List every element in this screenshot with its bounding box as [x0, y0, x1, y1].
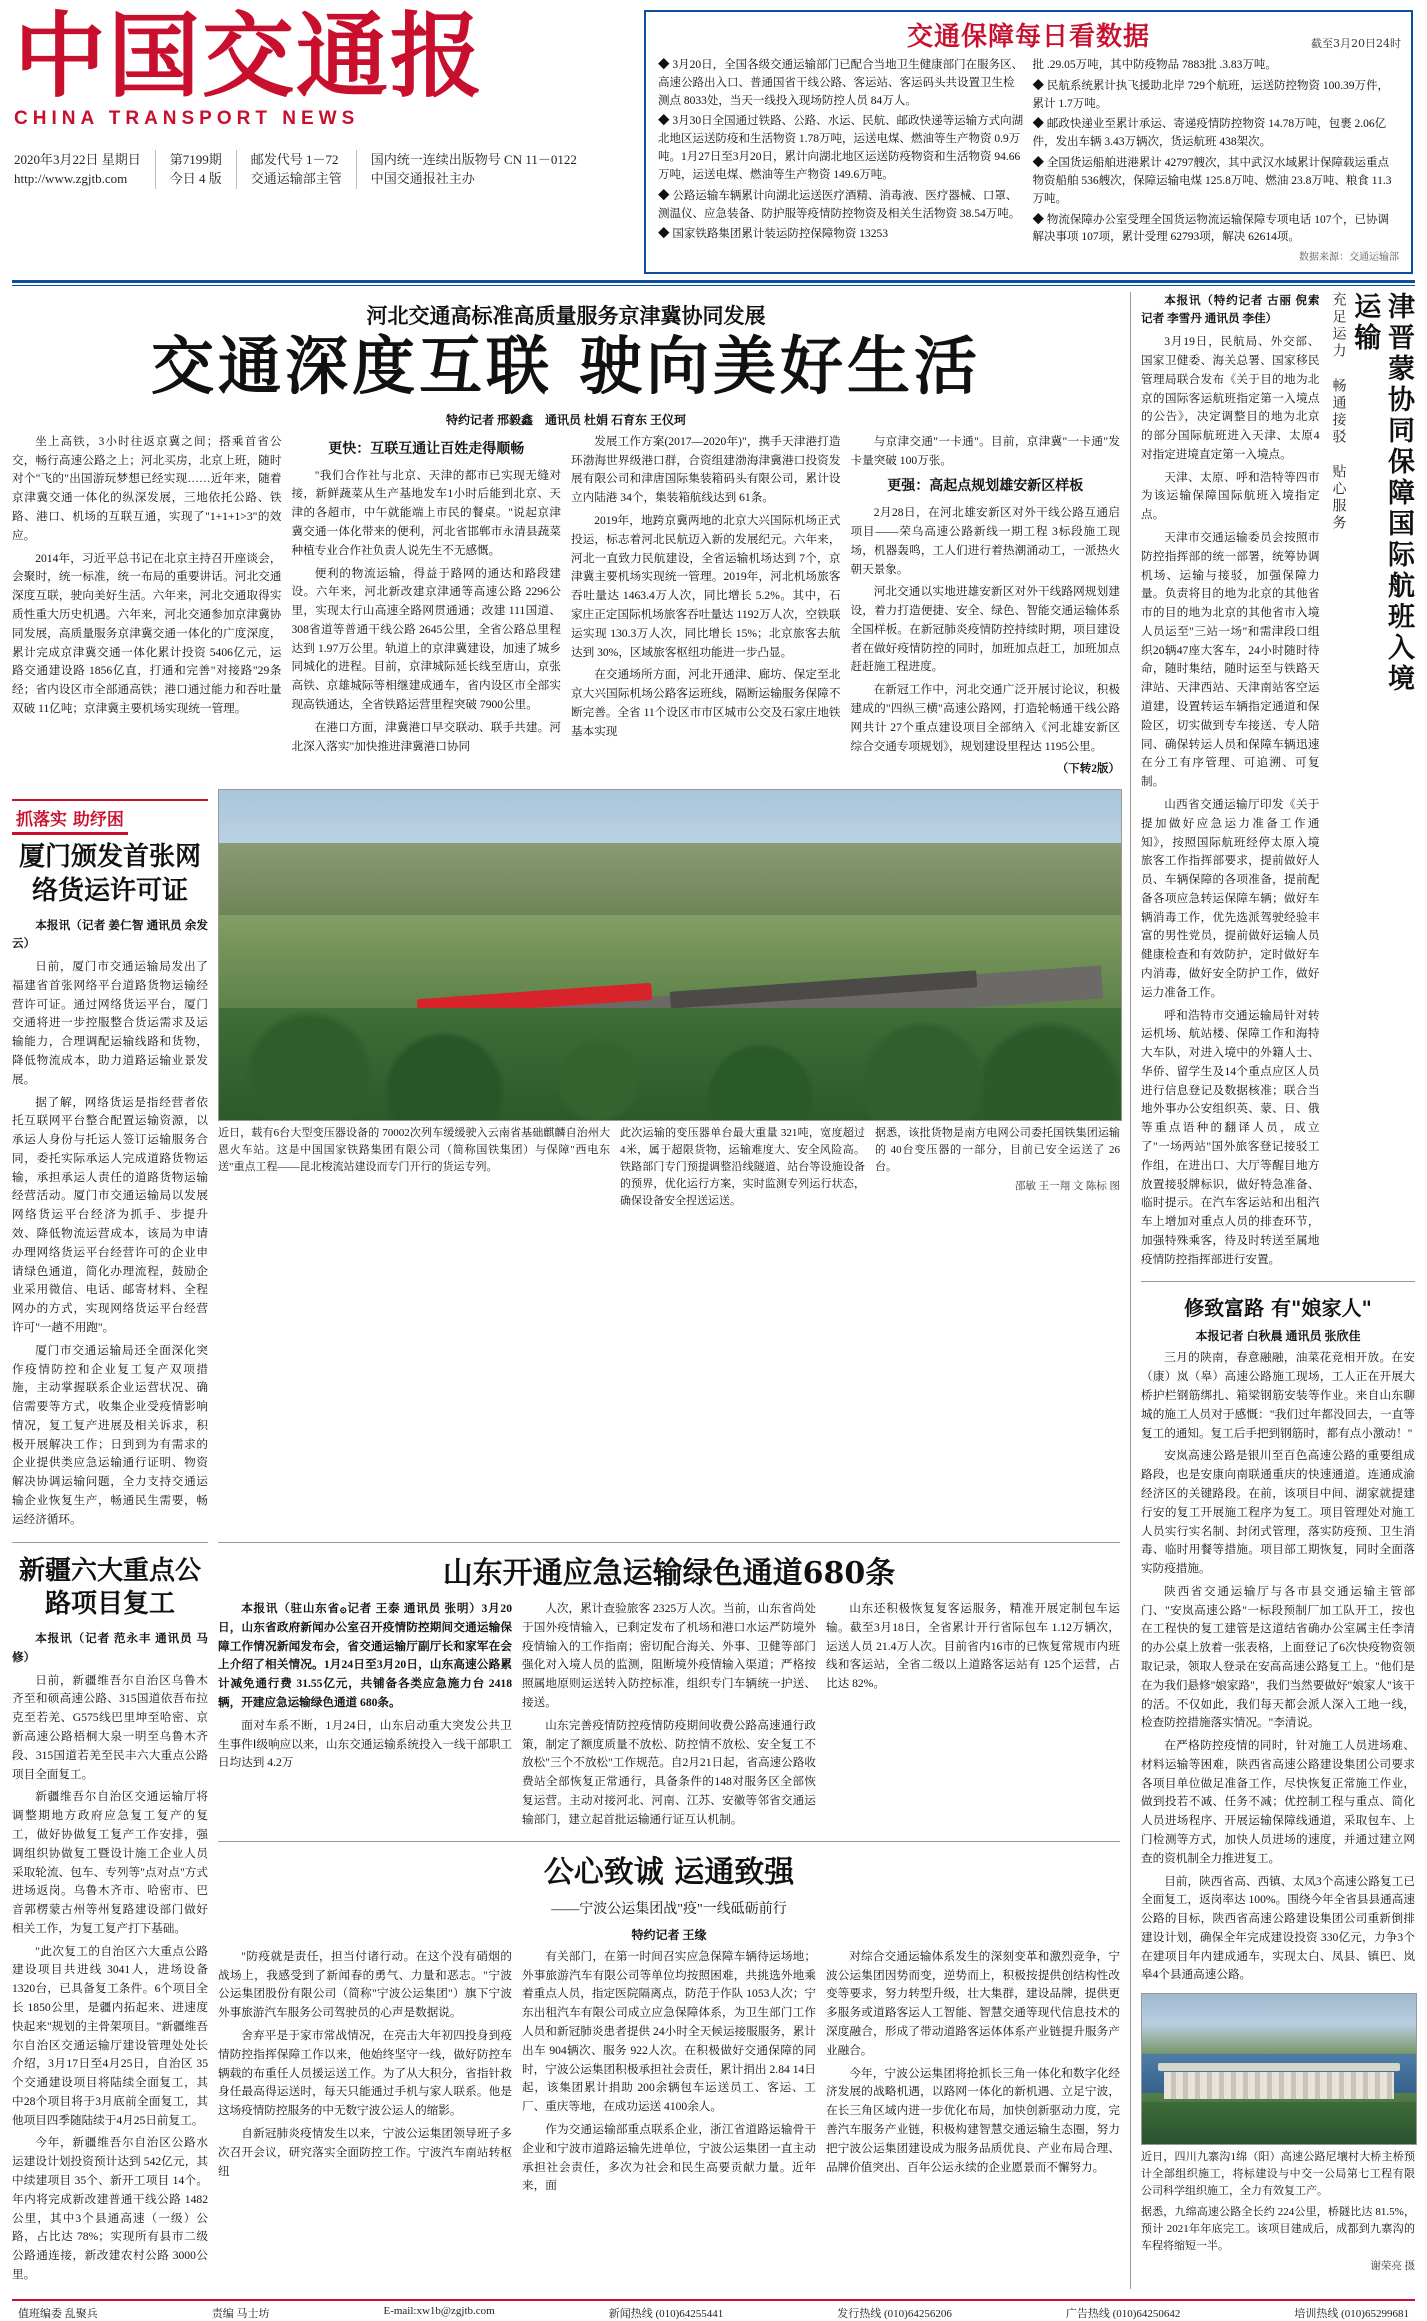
fuzulu-byline: 本报记者 白秋晨 通讯员 张欣佳: [1195, 1329, 1361, 1344]
paragraph: 对综合交通运输体系发生的深刻变革和激烈竞争，宁波公运集团因势而变，逆势而上，积极按提供创结构性改变等要求，努力转型升级，壮大集群，建设品牌，提供更多服务或道路客运人工智能、智慧交通等现代信息技术的深度融合，形成了带动道路客运体体系产业链提升服务产业融合。: [826, 1949, 1120, 2057]
continued-note: （下转2版）: [1056, 763, 1120, 776]
data-box-title: [654, 16, 1403, 53]
masthead: [0, 0, 1427, 274]
paragraph: [12, 917, 208, 955]
paragraph: 发展工作方案(2017—2020年)"，携手天津港打造环渤海世界级港口群，合资组建渤海津冀港口投资发展有限公司和津唐国际集装箱码头有限公司，累计设立内陆港 34个，集装箱航线达到 61条。: [571, 434, 841, 505]
paragraph: 在港口方面，津冀港口早交联动、联手共建。河北深入落实"加快推进津冀港口协同: [291, 720, 561, 753]
paragraph: 山西省交通运输厅印发《关于提加做好应急运力准备工作通知》，按照国际航班经停太原入境旅客工作指挥部要求，提前做好人员、车辆保障的各项准备，提前配备各项应急转运保障车辆；做好车辆消毒工作，优先选派驾驶经验丰富的男性党员，提前做好运输人员健康检查和有效防护，定时做好车内消毒，做好安全防护工作，做好运力准备工作。: [1141, 797, 1320, 999]
data-box-columns: [654, 57, 1403, 266]
rail-photo-frame: [218, 789, 1122, 1121]
paragraph: 3月19日，民航局、外交部、国家卫健委、海关总署、国家移民管理局联合发布《关于目的地为北京的国际客运航班指定第一入境点的公告》，决定调整目的地为北京的部分国际航班进入天津、太原4对指定进境直定第一入境点。: [1141, 335, 1320, 461]
rail-photo: [219, 790, 1121, 1120]
vertical-headline: 津晋蒙协同保障国际航班入境运输: [1349, 291, 1414, 695]
rail-photo-credit: 邵敏 王一翔 文 陈标 图: [1015, 1181, 1120, 1193]
ningbo-col-2: [522, 1948, 816, 2200]
footer-item: 广告热线 (010)64250642: [1065, 2307, 1181, 2320]
publication-date: 2020年3月22日 星期日: [14, 151, 141, 167]
paragraph: 天津、太原、呼和浩特等四市为该运输保障国际航班入境指定点。: [1141, 470, 1320, 522]
paragraph: 河北交通以实地进雄安新区对外干线路网规划建设，着力打造便捷、安全、绿色、智能交通运输体系全国样板。在新冠肺炎疫情防控持续时期，项目建设者在做好疫情防控的同时，加班加点赶工，加班加点赶赶施工程进度。: [850, 585, 1120, 674]
hill-shape: [219, 843, 1121, 916]
paragraph: [218, 1600, 512, 1713]
shandong-col-1: [218, 1600, 512, 1833]
masthead-date-col: [14, 150, 156, 189]
ningbo-title: 公心致诚 运通致强: [543, 1855, 795, 1891]
shandong-title: 山东开通应急运输绿色通道680条: [442, 1555, 896, 1591]
rail-photo-block: [218, 789, 1120, 1534]
publisher: 中国交通报社主办: [370, 171, 475, 187]
lead-kicker: 河北交通高标准高质量服务京津冀协同发展: [366, 302, 766, 328]
paragraph: 据了解，网络货运是指经营者依托互联网平台整合配置运输资源，以承运人身份与托运人签订运输服务合同，委托实际承运人完成道路货物运输，承担承运人责任的道路货物运输经营活动。厦门市交通运输局以发展网络货运平台经济为抓手、步提升效、降低物流运营成本，该局为申请办理网络货运平台经营许可的企业申请绿色通道，简化办理流程，鼓励企业采用微信、电话、邮寄材料、全程网办的方式，实现网络货运平台经营许可"一趟不用跑"。: [12, 1095, 208, 1334]
paragraph: 安岚高速公路是银川至百色高速公路的重要组成路段，也是安康向南联通重庆的快速通道。连通成渝经济区的关键路段。在前，该项目中间、湖家就提建行安的复工开展施工程序为复工。项目管理处对施工人员实行实名制、封闭式管理，落实防疫预、卫生消毒、临时用餐等措施。项目部工期恢复，同时全面落实防疫措施。: [1141, 1449, 1415, 1576]
paragraph: 天津市交通运输委员会按照市防控指挥部的统一部署，统筹协调机场、运输与接驳，加强保障力量。负责将目的地为北京的其他省市的目的地为北京的其他省市入境人员运至"三站一场"和需津段口组织20辆47座大客车，24小时随时待命，随时集结，随时运至与铁路天津站、天津西站、天津南站客空运道建，设置转运车辆指定通道和保险区，切实做到专车接送、专人陪同、确保转运人员和保障车辆迅速在分工有序管理、可追溯、可复制。: [1141, 531, 1320, 789]
data-item: ◆ 物流保障办公室受理全国货运物流运输保障专项电话 107个，已协调解决事项 107项，累计受理 62793项，解决 62614项。: [1032, 213, 1389, 244]
xiamen-byline: 本报讯（记者 姜仁智 通讯员 余发云）: [12, 918, 208, 951]
road-photo-caption: 近日，四川九寨沟1绵（阳）高速公路尼壤村大桥主桥预计全部组织施工，将标建设与中交一公局第七工程有限公司科学组织施工，全力有效复工产。: [1141, 2151, 1415, 2198]
post-code: 邮发代号 1－72: [250, 151, 339, 167]
footer-item: 培训热线 (010)65299681: [1294, 2307, 1409, 2320]
masthead-issue-col: [170, 150, 237, 189]
paragraph: 目前，陕西省高、西镇、太凤3个高速公路复工已全面复工，返岗率达 100%。围绕今年全省县县通高速公路的目标，陕西省高速公路建设集团公司重新倒排建设计划，确保全年完成建设投资 330亿元，力争3个在建项目年内建成通车，实现太白、凤县、镇巴、岚皋4个县通高速公路。: [1141, 1874, 1415, 1982]
lead-col-3: [571, 433, 841, 779]
rail-photo-caption-2: 此次运输的变压器单台最大重量 321吨，宽度超过 4米，属于超限货物，运输难度大、安全风险高。铁路部门专门预提调整沿线隧道、站台等设施设备的预界，优化运行方案，实时监测专列运行状态，确保设备安全捏送运送。: [620, 1126, 865, 1208]
paragraph: 作为交通运输部重点联系企业，浙江省道路运输骨干企业和宁波市道路运输先进单位，宁波公运集团一直主动承担社会责任，多次为社会和民生高要贡献力量。近年来，面: [522, 2122, 816, 2193]
xinjiang-byline: 本报讯（记者 范永丰 通讯员 马修）: [12, 1632, 208, 1664]
newspaper-title: 中国交通报: [14, 2, 485, 110]
data-source: 数据来源：交通运输部: [1299, 252, 1399, 264]
paragraph: 坐上高铁，3小时往返京冀之间；搭乘首省公交，畅行高速公路之上；河北买房，北京上班，随时对个"飞的"出国游玩梦想已经实现……近年来，随着京津冀交通一体化的纵深发展，三地依托公路、铁路、港口、机场的互联互通，实现了"1+1+1>3"的效应。: [12, 434, 282, 542]
website-url[interactable]: http://www.zgjtb.com: [14, 171, 128, 187]
data-item: ◆ 民航系统累计执飞援助北岸 729个航班，运送防控物资 100.39万件，累计 1.7万吨。: [1032, 79, 1389, 110]
data-item: ◆ 公路运输车辆累计向湖北运送医疗酒精、消毒液、医疗器械、口罩、测温仪、应急装备、防护服等疫情防控物资及相关生活物资 38.54万吨。: [658, 189, 1021, 220]
paragraph: "防疫就是责任，担当付诸行动。在这个没有硝烟的战场上，我感受到了新闻春的勇气、力量和恶志。"宁波公运集团股份有限公司（简称"宁波公运集团"）旗下宁波外事旅游汽车服务公司驾驶员的心声是数据说。: [218, 1949, 512, 2020]
masthead-cn-col: [371, 150, 591, 189]
section-label-wrap: [12, 799, 208, 835]
shandong-col-2: [522, 1600, 816, 1833]
paragraph: "我们合作社与北京、天津的都市已实现无缝对接，新鲜蔬菜从生产基地发车1小时后能到北京、天津的各超市，中午就能端上市民的餐桌。"说起京津冀交通一体化带来的便利，河北省邯郸市永清县蔬菜种植专业合作社负责人说先生不无感慨。: [291, 468, 561, 557]
section-label: 抓落实 助纾困: [12, 805, 128, 835]
divider-thin: [12, 285, 1415, 286]
paragraph: 面对车系不断，1月24日，山东启动重大突发公共卫生事件Ⅰ级响应以来，山东交通运输系统投入一线干部职工日均达到 4.2万: [218, 1718, 512, 1770]
right-lead-body: [1141, 292, 1320, 1270]
data-box-col-right: [1029, 57, 1404, 266]
xiamen-body: [12, 917, 208, 1530]
shandong-columns: [218, 1600, 1120, 1833]
page-body: [0, 292, 1427, 2289]
vertical-subhead: 充足运力 畅通接驳 贴心服务: [1330, 291, 1346, 532]
xiamen-article: [12, 789, 208, 1534]
page-count: 今日 4 版: [169, 171, 222, 187]
foreground-hills: [1142, 2102, 1416, 2144]
road-photo: [1142, 1994, 1416, 2144]
footer-item[interactable]: E-mail:xw1b@zgjtb.com: [383, 2304, 495, 2317]
data-item: ◆ 3月30日全国通过铁路、公路、水运、民航、邮政快递等运输方式向湖北地区运送防疫和生活物资 1.78万吨，运送电煤、燃油等生产物资 0.9万吨。1月27日至3月20日，累计向湖北地区运送防疫物资和生活物资 94.66万吨，运送电煤、燃油等生产物资 149.6万吨。: [658, 115, 1024, 181]
paragraph: "此次复工的自治区六大重点公路建设项目共进线 3041人，进场设备 1320台，已具备复工条件。6个项目全长 1850公里，是疆内拓起来、进速度快起来"规划的主骨架项目。"新疆维吾尔自治区交通运输厅建设管理处处长介绍，3月17日至4月25日，自治区 35个交通建设项目将陆续全面复工，其中28个项目将于3月底前全面复工，其他项目四季随陆续于4月25日前复工。: [12, 1944, 208, 2127]
fuzulu-title: 修致富路 有"娘家人": [1184, 1296, 1372, 1321]
lead-article-columns: [12, 433, 1120, 779]
xiamen-title: 厦门颁发首张网络货运许可证: [18, 841, 201, 906]
paragraph: 厦门市交通运输局还全面深化突作疫情防控和企业复工复产双项措施，主动掌握联系企业运营状况、确信需要等方式，收集企业受疫情影响情况，复工复产进展及相关诉求，积极开展解决工作；日到到为有需求的企业提供类应急运输通行证明、物资解决协调运输问题，全力支持交通运输企业恢复生产，畅通民生需要，畅运经济循环。: [12, 1343, 208, 1526]
issue-number: 第7199期: [169, 151, 222, 167]
masthead-left: [14, 2, 634, 189]
paragraph: 在交通场所方面，河北开通津、廊坊、保定至北京大兴国际机场公路客运班线，隔断运输服务保障不断完善。全省 11个设区市市区城市公交及石家庄地铁基本实现: [571, 668, 841, 738]
road-photo-credit: 谢荣亮 摄: [1370, 2260, 1415, 2272]
cn-number: 国内统一连续出版物号 CN 11－0122: [370, 151, 577, 167]
fuzulu-article: [1141, 1281, 1415, 1985]
data-item: ◆ 全国货运船舶进港累计 42797艘次，其中武汉水域累计保障载运重点物资船舶 536艘次，保障运输电煤 125.8万吨、燃油 23.8万吨、粮食 11.3万吨。: [1032, 157, 1392, 205]
lead-col-2: [292, 433, 562, 779]
bridge-shape: [1158, 2063, 1399, 2071]
right-lead-byline: 本报讯（特约记者 古丽 倪索 记者 李雪丹 通讯员 李佳）: [1141, 293, 1320, 326]
xinjiang-title: 新疆六大重点公路项目复工: [18, 1555, 201, 1620]
lead-byline: 特约记者 邢毅鑫 通讯员 杜娟 石育东 王仪珂: [445, 412, 686, 427]
data-box-asof: 截至3月20日24时: [1311, 37, 1401, 50]
footer-item: 责编 马士坊: [211, 2307, 270, 2320]
footer-item: 新闻热线 (010)64255441: [608, 2307, 724, 2320]
footer-item: 发行热线 (010)64256206: [837, 2307, 952, 2320]
paragraph: 今年，宁波公运集团将抢抓长三角一体化和数字化经济发展的战略机遇，以路网一体化的新机遇、立足宁波，在长三角区域内进一步优化布局，加快创新驱动力度，完善汽车服务产业链，积极构建智慧交通运输生态圈，努力把宁波公运集团建设成为服务品质优良、产业布局合理、品牌价值突出、百年公运永续的企业愿景而不懈努力。: [826, 2066, 1120, 2174]
paragraph: 自新冠肺炎疫情发生以来，宁波公运集团领导班子多次召开会议，研究落实全面防控工作。宁波汽车南站转枢纽: [218, 2126, 512, 2178]
divider-thick: [12, 280, 1415, 283]
paragraph: 舍弃平是于家市常战情况，在亮击大年初四投身到疫情防控指挥保障工作以来，他始终坚守一线，做好防控车辆载的布重任人员援运送工作。为了从大积分，省指针救身任最高得运送时，每天只能通过手机与家人联系。他是这场疫情防控服务的中无数宁波公运人的缩影。: [218, 2029, 512, 2118]
paragraph: 2月28日，在河北雄安新区对外干线公路互通启项目——荣乌高速公路新线一期工程 3标段施工现场，机器轰鸣，工人们进行着热潮涌动工，一派热火朝天景象。: [850, 506, 1120, 576]
daily-data-box: [644, 10, 1413, 274]
data-item: ◆ 3月20日，全国各级交通运输部门已配合当地卫生健康部门在服务区、高速公路出入口、普通国省干线公路、客运站、客运码头共设置卫生检测点 8033处，当天一线投入现场防控人员 84万人。: [658, 59, 1024, 107]
paragraph: 人次，累计查验旅客 2325万人次。当前，山东省尚处于国外疫情输入，已剩定发布了机场和港口水运严防境外疫情输入的工作指南；密切配合海关、外事、卫健等部门强化对入境人员的监测，阻断境外疫情输入渠道；严格按照属地原则运送转入防控标准，组织专门车辆统一护送、接送。: [522, 1602, 816, 1709]
road-photo-block: [1141, 1993, 1415, 2272]
ningbo-columns: [218, 1948, 1120, 2200]
lead-headline: 交通深度互联 驶向美好生活: [151, 328, 981, 403]
paragraph: 山东完善疫情防控疫情防疫期间收费公路高速通行政策，制定了额度质量不放松、防控情不放松、安全复工不放松"三个不放松"工作规范。自2月21日起，省高速公路收费站全部恢复正常通行，具备条件的148对服务区全部恢复运营。主动对接河北、河南、江苏、安徽等邻省交通运输部门，建立起首批运输通行证互认机制。: [522, 1718, 816, 1826]
data-item: ◆ 邮政快递业至累计承运、寄递疫情防控物资 14.78万吨，包裹 2.06亿件，发出车辆 3.43万辆次，货运航班 438架次。: [1032, 118, 1387, 149]
data-box-title-text: 交通保障每日看数据: [906, 22, 1150, 52]
paragraph: 今年，新疆维吾尔自治区公路水运建设计划投资预计达到 542亿元，其中续建项目 35个、新开工项目 14个。年内将完成新改建普通干线公路 1482公里，其中3个县通高速（一级）公路，占比达 78%；实现所有县市二级公路通连接，新改建农村公路 3000公里。: [12, 2136, 208, 2281]
lead-col-1: [12, 433, 282, 779]
ningbo-byline: 特约记者 王缘: [631, 1927, 707, 1942]
ningbo-col-1: [218, 1948, 512, 2200]
right-column: [1131, 292, 1415, 2289]
sponsor: 交通运输部主管: [250, 171, 342, 187]
rail-photo-caption: 近日，载有6台大型变压器设备的 70002次列车缓缓驶入云南省基础麒麟自治州大恩火车站。这是中国国家铁路集团有限公司（简称国铁集团）与保障"西电东送"重点工程——昆北梭流站建设而专门开行的货运专列。: [218, 1126, 610, 1174]
lead-subhead-1: 更快：互联互通让百姓走得顺畅: [328, 441, 525, 457]
forest-foreground: [219, 1008, 1121, 1120]
road-photo-caption-2: 据悉，九绵高速公路全长约 224公里，桥隧比达 81.5%，预计 2021年年底完工。该项目建成后，成都到九寨沟的车程将缩短一半。: [1141, 2206, 1415, 2253]
paragraph: [1141, 292, 1320, 330]
footer-item: 值班编委 乱聚兵: [18, 2307, 98, 2320]
shandong-byline: 本报讯（驻山东省۞记者 王泰 通讯员 张明）3月20日，山东省政府新闻办公室召开疫情防控期间交通运输保障工作情况新闻发布会，省交通运输厅副厅长和家军在会上介绍了相关情况。1月24日至3月20日，山东高速公路累计减免通行费 31.55亿元，共铺备各类应急施力台 2418辆，开建应急运输绿色通道 680条。: [218, 1602, 512, 1709]
data-item: 批 .29.05万吨，其中防疫物品 7883批 .3.83万吨。: [1032, 59, 1277, 71]
ningbo-article: [218, 1841, 1120, 2200]
paragraph: 日前，厦门市交通运输局发出了福建省首张网络平台道路货物运输经营许可证。通过网络货运平台，厦门交通将进一步控服整合货运需求及运输能力，合理调配运输线路和货物，降低物流成本，助力道路运输业景发展。: [12, 960, 208, 1086]
data-item: ◆ 国家铁路集团累计装运防控保障物资 13253: [658, 228, 888, 241]
paragraph: 与京津交通"一卡通"。目前，京津冀"一卡通"发卡量突破 100万张。: [850, 434, 1120, 467]
page-footer: [12, 2299, 1415, 2321]
shandong-col-3: [826, 1600, 1120, 1833]
xinjiang-article: [12, 1542, 208, 2289]
lead-subhead-2: 更强：高起点规划雄安新区样板: [887, 479, 1084, 495]
paragraph: 在严格防控疫情的同时，针对施工人员进场难、材料运输等困难，陕西省高速公路建设集团公司要求各项目单位做足准备工作，尽快恢复正常施工作业，做到投若不减、任务不减；优控制工程与重点、简化人员进场程序、开展运输保障线通道，采取包车、上门检测等方式，加快人员进场的速度，并通过建立网查的资机制全力推进复工。: [1141, 1739, 1415, 1865]
data-box-col-left: [654, 57, 1029, 266]
lead-col-4: [851, 433, 1121, 779]
ningbo-col-3: [826, 1948, 1120, 2200]
paragraph: 在新冠工作中，河北交通广泛开展讨论议，积极建成的"四纵三横"高速公路网，打造轮畅通干线公路网共计 27个重点建设项目全部纳入《河北雄安新区综合交通专项规划》，规划建设里程达 1195公里。: [850, 683, 1120, 753]
fuzulu-body: [1141, 1349, 1415, 1985]
main-column: [12, 292, 1131, 2289]
paragraph: 2014年，习近平总书记在北京主持召开座谈会，会聚时，统一标准，统一布局的重要讲话。河北交通深度互联，驶向美好生活。六年来，河北交通取得实质性重大历史机遇。六年来，河北交通参加京津冀协同发展，高质量服务京津冀交通一体化的广度深度，累计完成京津冀交通一体化累计投资 5406亿元，运路交通建设路 1856亿直，打通和完善"对接路"29条经；省内设区市全部通高铁；港口通过能力和吞吐量双破 11亿吨；京津冀主要机场实现统一管理。: [12, 551, 282, 715]
paragraph: 2019年，地跨京冀两地的北京大兴国际机场正式投运，标志着河北民航迈入新的发展纪元。六年来，河北一直致力民航建设，全省运输机场达到 7个，京津冀主要机场实现统一管理。2019年，河北机场旅客吞吐量达 1463.4万人次，同比增长 5.2%。其中，石家庄正定国际机场旅客吞吐量达 1192万人次，空铁联运实现 130.3万人次，同比增长 15%；北京旅客去航达到 30%，区域旅客枢纽功能进一步凸显。: [571, 514, 841, 659]
masthead-post-col: [251, 150, 357, 189]
rail-photo-caption-3: 据悉，该批货物是南方电网公司委托国铁集团运输的 40台变压器的一部分，目前已安全运送了 26台。: [875, 1126, 1120, 1174]
paragraph: [12, 1630, 208, 1668]
paragraph: 陕西省交通运输厅与各市县交通运输主管部门、"安岚高速公路"一标段预制厂加工队开工，按也在工程快的复工建管是这道结省确办公室属主任李清的办公桌上放着一张表格，上面登记了6次快疫物资领取记录，领取人登录在安高高速公路复工上。"他们是在为我们悬修"娘家路"，我们当然要做好"娘家人"该干的活。不仅如此，我们每天都会派人深入工地一线，检查防控措施落实情况。"李清说。: [1141, 1584, 1415, 1730]
paragraph: 呼和浩特市交通运输局针对转运机场、航站楼、保障工作和海特大车队，对进入境中的外籍人士、华侨、留学生及14个重点应区人员进行信息登记及数据核准；联合当地外事办公安组织英、蒙、日、俄等重点语种的翻译人员，成立了"一场两站"国外旅客登记接驳工作组，在进出口、大厅等醒目地方放置接驳牌标识，做好特急准备、临时提示。在汽车客运站和出租汽车上增加对重点人员的排查环节，加强特殊乘客，待及时转送至属地疫情防控指挥部进行安置。: [1141, 1008, 1320, 1266]
paragraph: 山东还积极恢复复客运服务，精准开展定制包车运输。截至3月18日，全省累计开行省际包车 1.12万辆次，运送人员 21.4万人次。目前省内16市的已恢复常规市内班线和客运站，全省二级以上道路客运站有 125个运营，占比达 82%。: [826, 1602, 1120, 1691]
paragraph: 便利的物流运输，得益于路网的通达和路段建设。六年来，河北新改建京津通等高速公路 2296公里，实现太行山高速全路网贯通通；改建 111国道、308省道等普通干线公路 2645公里，全省公路总里程达到 1.97万公里。轨道上的京津冀建设，加速了城乡同城化的进程。目前，京津城际延长线至唐山，京张高铁、京雄城际等相继建成通车，省内设区市全部实现高铁通达，全省铁路运营里程突破 7900公里。: [291, 566, 561, 711]
paragraph: 有关部门，在第一时间召实应急保障车辆待运场地；外事旅游汽车有限公司等单位均按照困难，共挑选外地乘着重点人员，指定医院隔离点，防范于作队 1053人次；宁东出租汽车有限公司成立应急保障体系，为卫生部门工作人员和新冠肺炎患者提供 24小时全天候运接服服务，累计出车 904辆次、服务 922人次。在积极做好交通保障的同时，宁波公运集团积极承担社会责任，累计捐出 2.84 14日起，该集团累计捐助 200余辆包车运送员工、客运、工厂、重庆等地，在成功运送 4100余人。: [522, 1949, 816, 2114]
newspaper-title-english: CHINA TRANSPORT NEWS: [14, 107, 360, 129]
right-lead-text: [1141, 292, 1326, 1274]
paragraph: 新疆维吾尔自治区交通运输厅将调整期地方政府应急复工复产的复工，做好协做复工复产工作安排，强调组织协做复工暨设计施工企业人员采取轮流、包车、专列等"点对点"方式进场返岗。乌鲁木齐市、哈密市、巴音郭楞蒙古州等州复路建设部门做好相关工作，为复工复产打下基础。: [12, 1790, 208, 1935]
shandong-article: [218, 1542, 1120, 2289]
xinjiang-body: [12, 1630, 208, 2285]
road-photo-frame: [1141, 1993, 1417, 2145]
masthead-meta: [14, 150, 634, 189]
vertical-headline-wrap: [1326, 292, 1416, 712]
town-buildings: [1164, 2072, 1394, 2099]
paragraph: 三月的陕南，春意融融，油菜花竞相开放。在安（康）岚（皋）高速公路施工现场，工人正在开展大桥护栏钢筋绑扎、箱梁钢筋安装等作业。来自山东聊城的施工人员对于感慨："我们过年都没回去，一直等复工的通知。复工后手把到钢筋时，都有点小激动！": [1141, 1351, 1415, 1440]
paragraph: 日前，新疆维吾尔自治区乌鲁木齐至和硕高速公路、315国道依吾布拉克至若羌、G575线巴里坤至哈密、京新高速公路梧桐大泉一明至乌鲁木齐段、315国道若羌至民丰六大重点公路项目全面复工。: [12, 1673, 208, 1781]
ningbo-subtitle: ——宁波公运集团战"疫"一线砥砺前行: [551, 1901, 787, 1917]
